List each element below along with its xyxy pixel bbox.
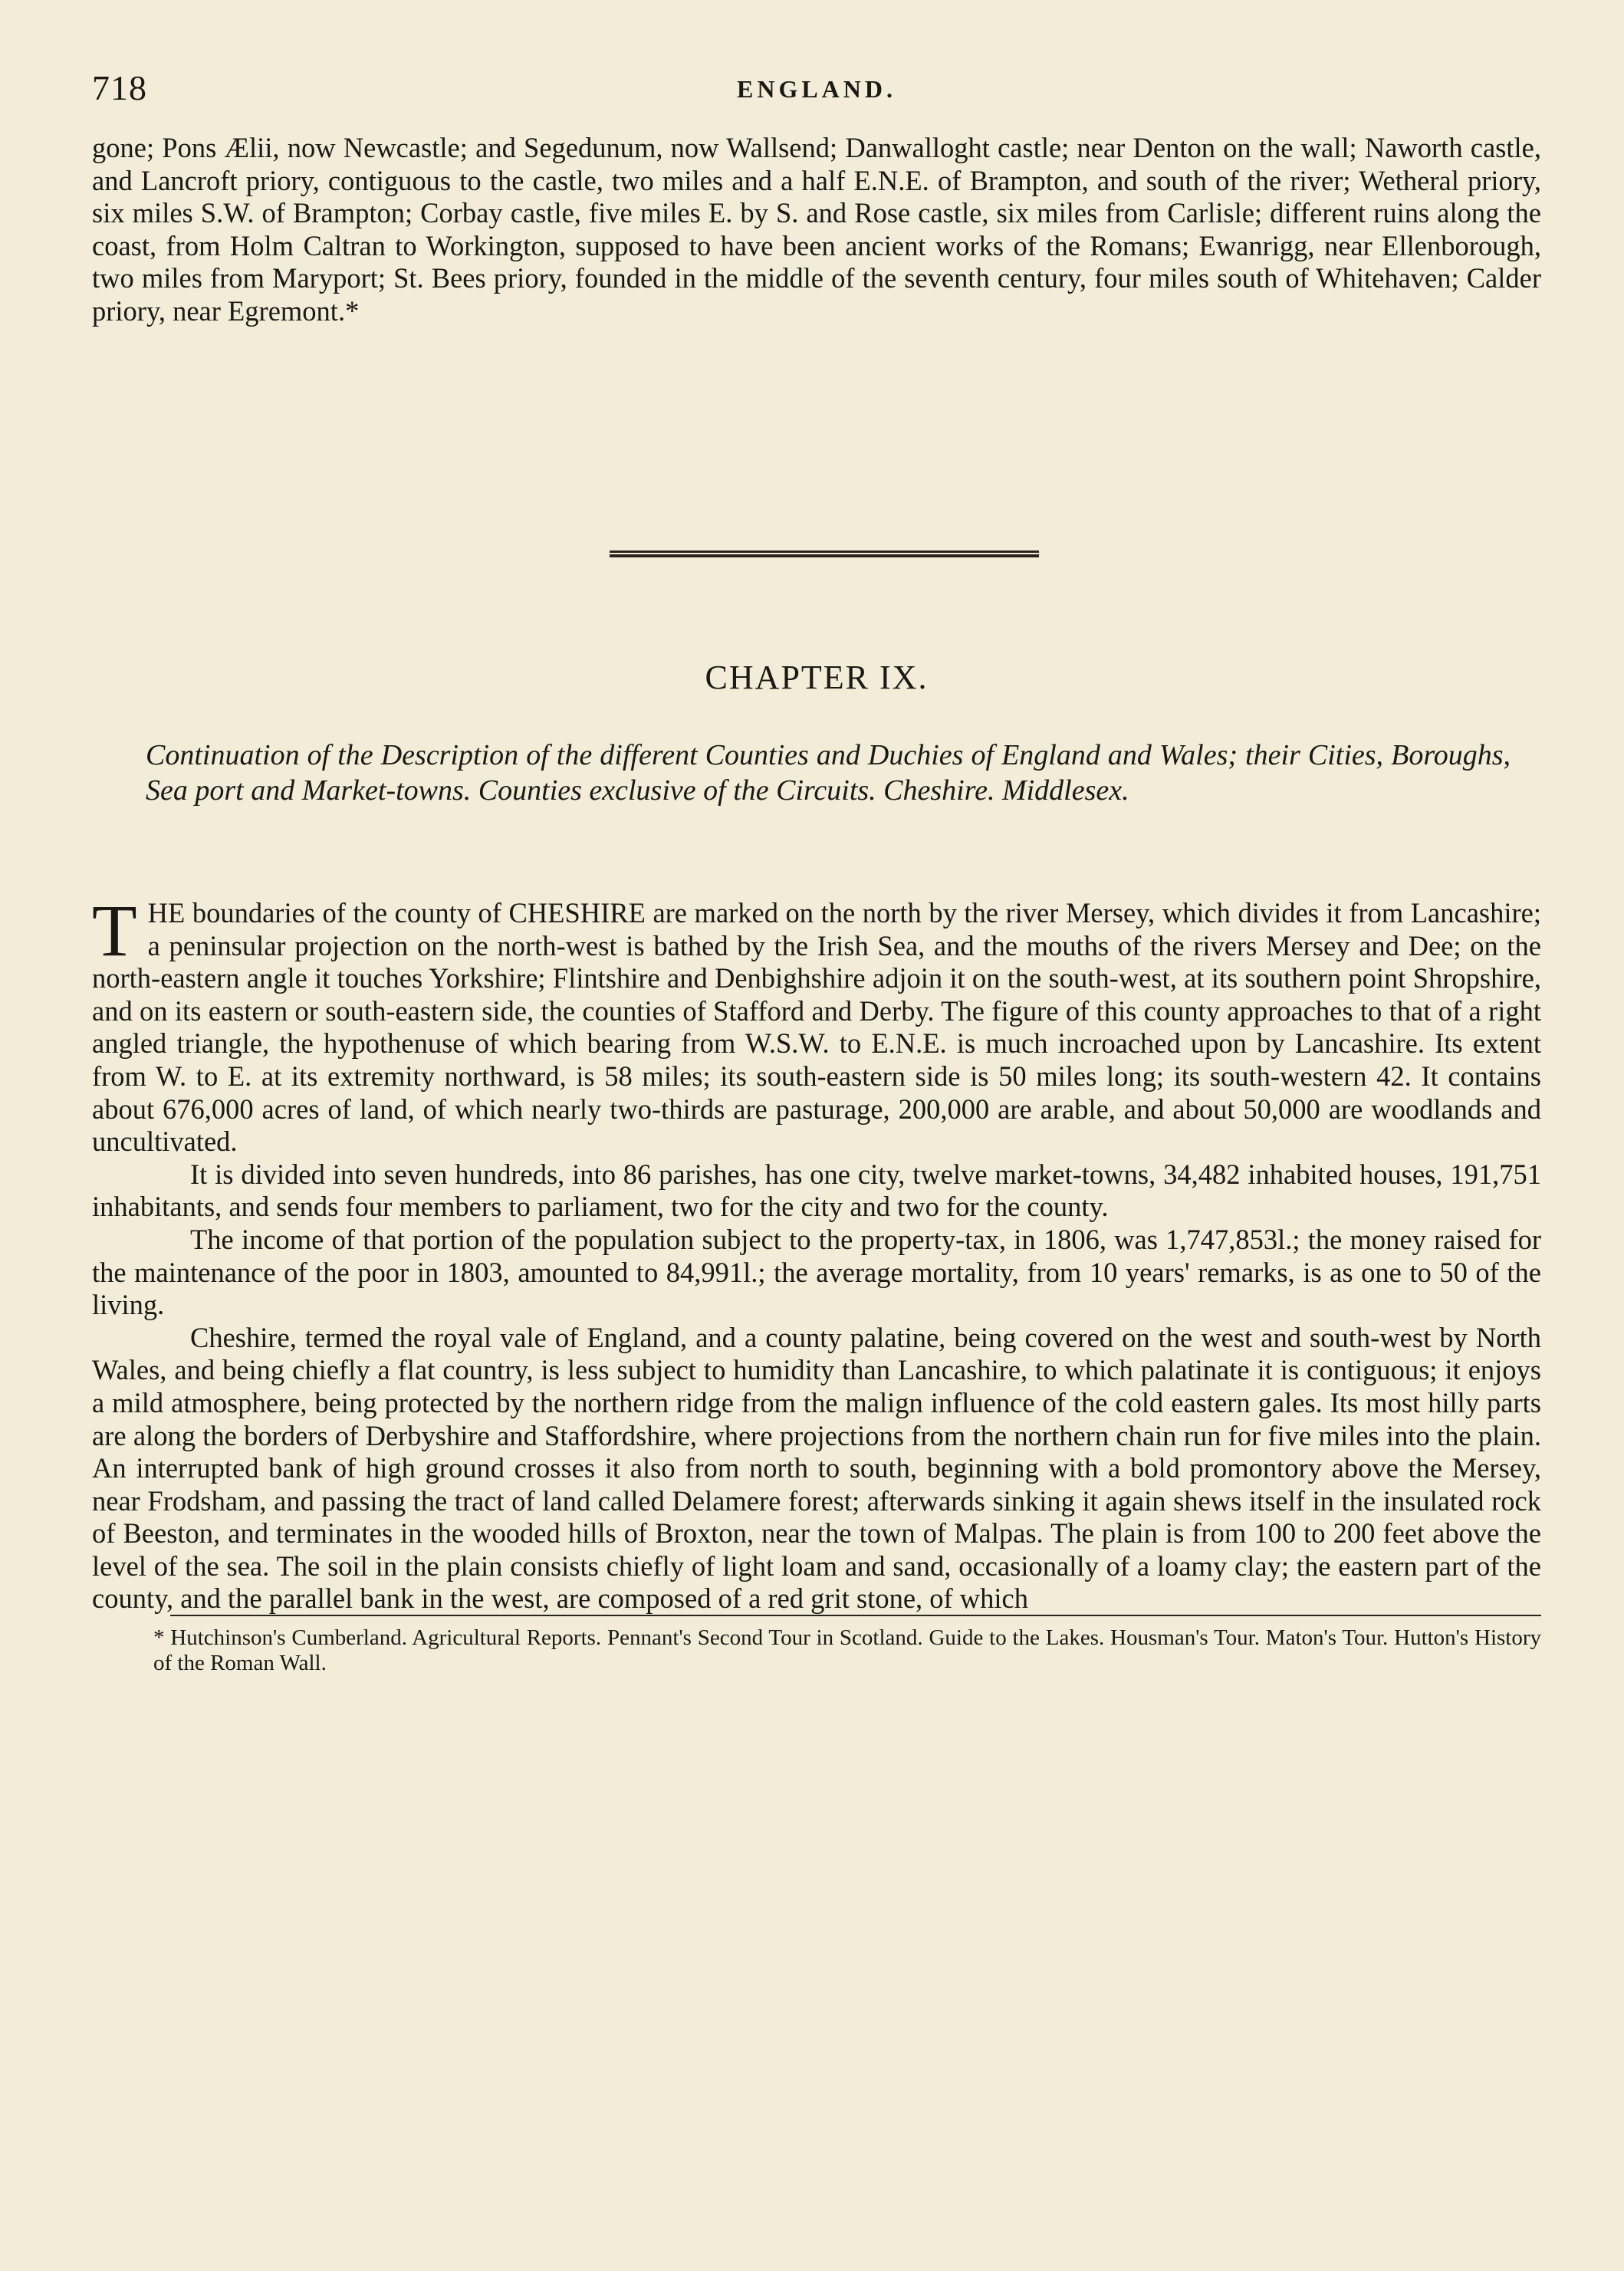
chapter-summary: Continuation of the Description of the different Counties and Duchies of England and Wales; their Cities, Boroughs, Sea port and Market-towns. Counties exclusive of the Circuits. Cheshire. Middlesex. bbox=[146, 739, 1511, 807]
running-head: ENGLAND. bbox=[736, 75, 896, 103]
body-paragraph-2: It is divided into seven hundreds, into 86 parishes, has one city, twelve market-towns, 34,482 inhabited houses, 191,751 inhabitants, and sends four members to parliament, two for the city and two for the county. bbox=[92, 1158, 1541, 1223]
page-number: 718 bbox=[92, 68, 147, 107]
opening-paragraph: gone; Pons Ælii, now Newcastle; and Segedunum, now Wallsend; Danwalloght castle; near Denton on the wall; Naworth castle, and Lancroft priory, contiguous to the castle, two miles and a half E.N.E. of Brampton, and south of the river; Wetheral priory, six miles S.W. of Brampton; Corbay castle, five miles E. by S. and Rose castle, six miles from Carlisle; different ruins along the coast, from Holm Caltran to Workington, supposed to have been ancient works of the Romans; Ewanrigg, near Ellenborough, two miles from Maryport; St. Bees priory, founded in the middle of the seventh century, four miles south of Whitehaven; Calder priory, near Egremont.* bbox=[92, 132, 1541, 327]
page-header bbox=[92, 67, 1541, 113]
footnotes bbox=[153, 1625, 1541, 1676]
body-paragraph-1 bbox=[92, 889, 1541, 1159]
footnote-rule bbox=[170, 1615, 1541, 1616]
section-divider-rule bbox=[610, 550, 1039, 557]
body-paragraph-3: The income of that portion of the population subject to the property-tax, in 1806, was 1,747,853l.; the money raised for the maintenance of the poor in 1803, amounted to 84,991l.; the average mortality, from 10 years' remarks, is as one to 50 of the living. bbox=[92, 1223, 1541, 1321]
body-paragraph-4: Cheshire, termed the royal vale of England, and a county palatine, being covered on the west and south-west by North Wales, and being chiefly a flat country, is less subject to humidity than Lancashire, to which palatinate it is contiguous; it enjoys a mild atmosphere, being protected by the northern ridge from the malign influence of the cold eastern gales. Its most hilly parts are along the borders of Derbyshire and Staffordshire, where projections from the northern chain run for five miles into the plain. An interrupted bank of high ground crosses it also from north to south, beginning with a bold promontory above the Mersey, near Frodsham, and passing the tract of land called Delamere forest; afterwards sinking it again shews itself in the insulated rock of Beeston, and terminates in the wooded hills of Broxton, near the town of Malpas. The plain is from 100 to 200 feet above the level of the sea. The soil in the plain consists chiefly of light loam and sand, occasionally of a loamy clay; the eastern part of the county, and the parallel bank in the west, are composed of a red grit stone, of which bbox=[92, 1321, 1541, 1615]
opening-paragraph-block bbox=[92, 132, 1541, 328]
chapter-body bbox=[92, 889, 1541, 1615]
drop-cap: T bbox=[92, 889, 137, 971]
body-paragraph-1-text: HE boundaries of the county of CHESHIRE are marked on the north by the river Mersey, which divides it from Lancashire; a peninsular projection on the north-west is bathed by the Irish Sea, and the mouths of the rivers Mersey and Dee; on the north-eastern angle it touches Yorkshire; Flintshire and Denbighshire adjoin it on the south-west, at its southern point Shropshire, and on its eastern or south-eastern side, the counties of Stafford and Derby. The figure of this county approaches to that of a right angled triangle, the hypothenuse of which bearing from W.S.W. to E.N.E. is much incroached upon by Lancashire. Its extent from W. to E. at its extremity northward, is 58 miles; its south-eastern side is 50 miles long; its south-western 42. It contains about 676,000 acres of land, of which nearly two-thirds are pasturage, 200,000 are arable, and about 50,000 are woodlands and uncultivated. bbox=[92, 897, 1541, 1158]
footnote: * Hutchinson's Cumberland. Agricultural Reports. Pennant's Second Tour in Scotland. Guide to the Lakes. Housman's Tour. Maton's Tour. Hutton's History of the Roman Wall. bbox=[153, 1625, 1541, 1675]
chapter-title: CHAPTER IX. bbox=[705, 659, 929, 696]
